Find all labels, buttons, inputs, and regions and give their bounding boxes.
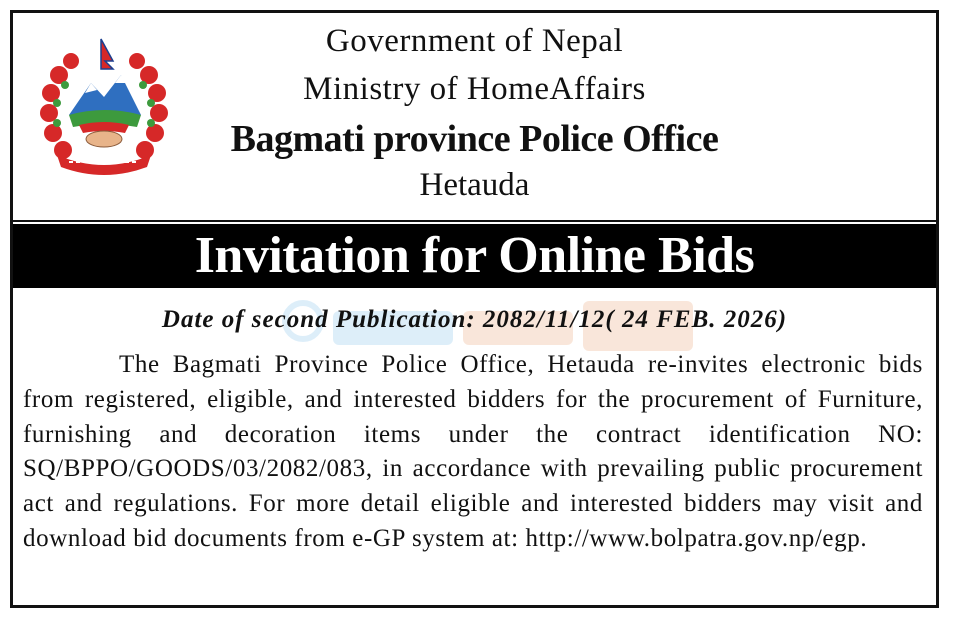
- office-name: Bagmati province Police Office: [230, 118, 719, 160]
- notice-frame: [10, 10, 939, 608]
- notice-title-banner: Invitation for Online Bids: [13, 224, 936, 288]
- office-location: Hetauda: [419, 167, 530, 203]
- notice-header: [13, 13, 936, 222]
- government-name: Government of Nepal: [325, 23, 624, 59]
- ministry-name: Ministry of HomeAffairs: [303, 71, 646, 107]
- notice-body: The Bagmati Province Police Office, Hetauda re-invites electronic bids from registered, eligible, and interested bidders for the procurement of Furniture, furnishing and decoration items under the contract identification NO: SQ/BPPO/GOODS/03/2082/083, in accordance with prevailing public procurement act and regulations. For more detail eligible and interested bidders may visit and download bid documents from e-GP system at: http://www.bolpatra.gov.np/egp.: [23, 351, 923, 552]
- publication-date: Date of second Publication: 2082/11/12( 24 FEB. 2026): [161, 306, 788, 333]
